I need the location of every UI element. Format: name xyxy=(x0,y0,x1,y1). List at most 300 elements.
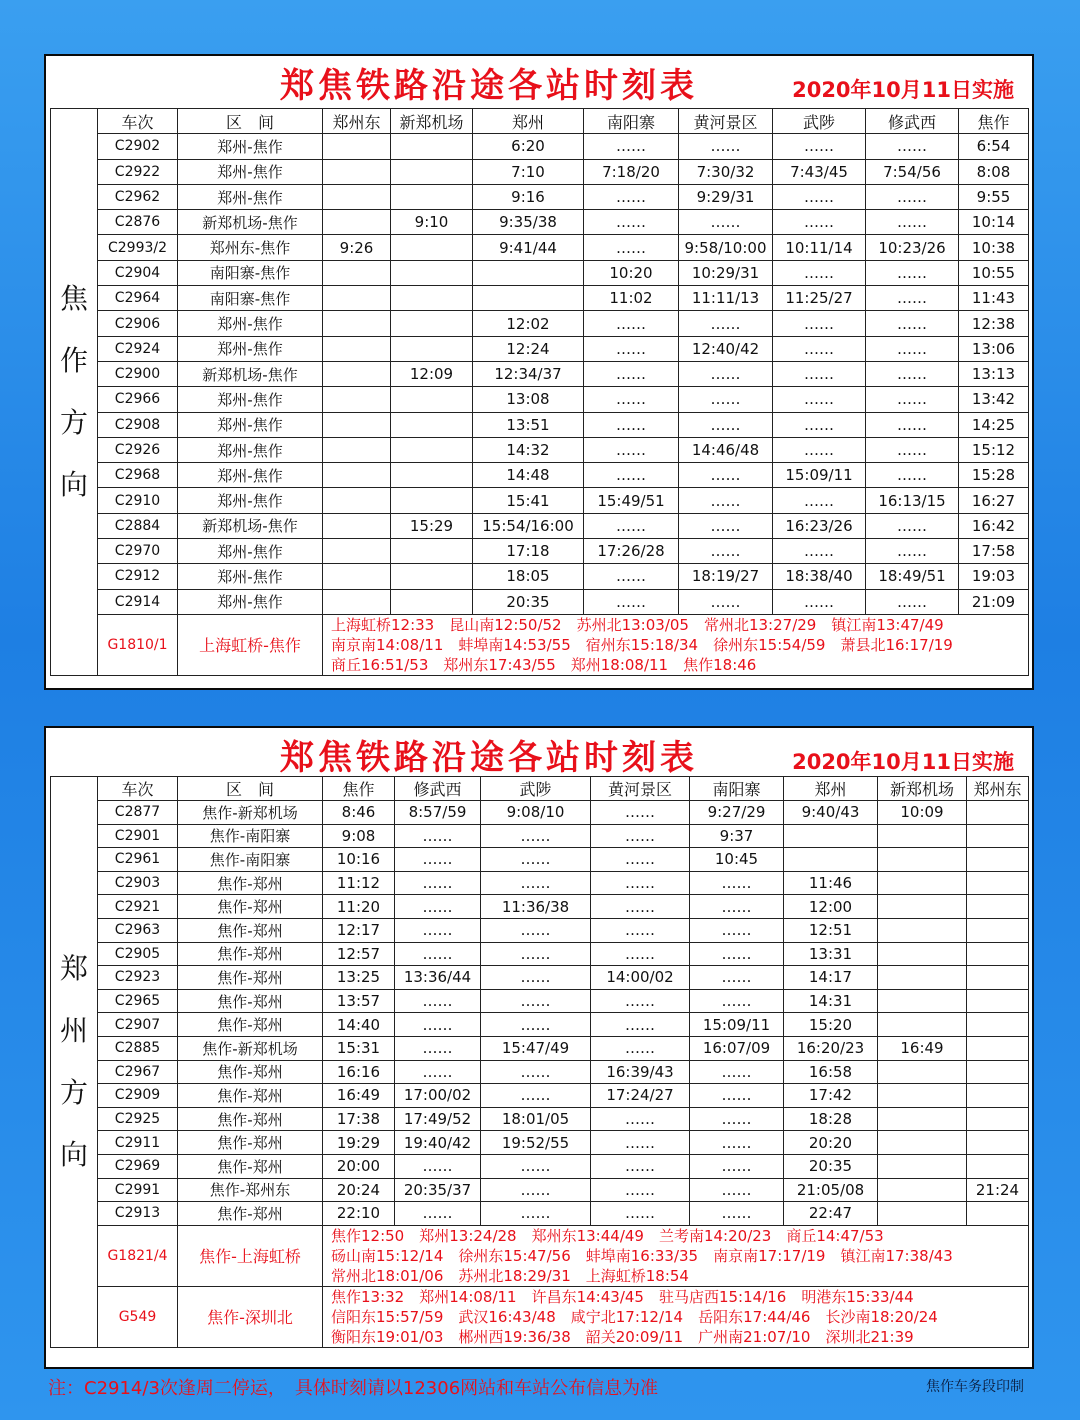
time-cell: 16:27 xyxy=(959,488,1029,513)
time-cell: …… xyxy=(395,1036,481,1060)
timetable-title: 郑焦铁路沿途各站时刻表 xyxy=(280,66,698,106)
time-cell: …… xyxy=(679,412,773,437)
route-cell: 焦作-南阳寨 xyxy=(178,848,323,872)
time-cell: …… xyxy=(584,437,679,462)
time-cell xyxy=(323,387,391,412)
time-cell xyxy=(878,1202,967,1226)
time-cell: 9:29/31 xyxy=(679,184,773,209)
time-cell: …… xyxy=(679,210,773,235)
time-cell xyxy=(391,286,473,311)
direction-label xyxy=(51,777,98,1348)
time-cell: …… xyxy=(584,564,679,589)
train-number: C2970 xyxy=(98,539,178,564)
time-cell: 13:13 xyxy=(959,361,1029,386)
time-cell xyxy=(878,966,967,990)
route-cell: 郑州-焦作 xyxy=(178,589,323,614)
time-cell: 15:49/51 xyxy=(584,488,679,513)
time-cell: …… xyxy=(591,1036,690,1060)
timetable-zhengzhou-direction xyxy=(50,776,1029,1348)
time-cell xyxy=(323,513,391,538)
time-cell: 6:20 xyxy=(473,134,584,159)
time-cell xyxy=(323,589,391,614)
header-station: 郑州 xyxy=(473,109,584,134)
time-cell xyxy=(878,918,967,942)
time-cell xyxy=(967,895,1029,919)
time-cell: 14:17 xyxy=(784,966,878,990)
route-cell: 焦作-郑州东 xyxy=(178,1178,323,1202)
header-station: 黄河景区 xyxy=(679,109,773,134)
route-cell: 南阳寨-焦作 xyxy=(178,260,323,285)
time-cell xyxy=(323,184,391,209)
time-cell: 16:13/15 xyxy=(866,488,959,513)
time-cell: 15:20 xyxy=(784,1013,878,1037)
time-cell: 13:31 xyxy=(784,942,878,966)
header-row xyxy=(51,109,1029,134)
table-row xyxy=(51,966,1029,990)
train-number: C2923 xyxy=(98,966,178,990)
time-cell: …… xyxy=(481,1178,591,1202)
time-cell: …… xyxy=(481,848,591,872)
time-cell: …… xyxy=(584,387,679,412)
time-cell: 20:00 xyxy=(323,1154,395,1178)
time-cell: 11:25/27 xyxy=(773,286,866,311)
train-number: C2877 xyxy=(98,801,178,825)
time-cell: 14:31 xyxy=(784,989,878,1013)
time-cell: 10:38 xyxy=(959,235,1029,260)
time-cell: …… xyxy=(690,966,784,990)
time-cell: 11:12 xyxy=(323,871,395,895)
timetable-panel-zhengzhou-direction xyxy=(44,726,1034,1369)
time-cell: 16:58 xyxy=(784,1060,878,1084)
header-station: 南阳寨 xyxy=(690,777,784,801)
time-cell xyxy=(391,589,473,614)
panel-header xyxy=(46,728,1032,778)
route-cell: 焦作-郑州 xyxy=(178,1131,323,1155)
time-cell xyxy=(323,210,391,235)
train-number: C2966 xyxy=(98,387,178,412)
time-cell xyxy=(391,159,473,184)
table-row xyxy=(51,1013,1029,1037)
time-cell: …… xyxy=(591,801,690,825)
time-cell: 17:18 xyxy=(473,539,584,564)
special-train-row xyxy=(51,1286,1029,1347)
train-number: C2967 xyxy=(98,1060,178,1084)
time-cell xyxy=(323,361,391,386)
time-cell: 15:54/16:00 xyxy=(473,513,584,538)
route-cell: 郑州-焦作 xyxy=(178,336,323,361)
time-cell: …… xyxy=(866,437,959,462)
time-cell xyxy=(878,1013,967,1037)
stop-list-line: 砀山南15:12/14 徐州东15:47/56 蚌埠南16:33/35 南京南17:17/19 镇江南17:38/43 xyxy=(331,1246,953,1265)
time-cell: …… xyxy=(481,918,591,942)
time-cell xyxy=(391,134,473,159)
time-cell: 11:11/13 xyxy=(679,286,773,311)
time-cell: 17:38 xyxy=(323,1107,395,1131)
time-cell: 12:51 xyxy=(784,918,878,942)
time-cell: 9:08/10 xyxy=(481,801,591,825)
time-cell xyxy=(878,895,967,919)
time-cell: 17:58 xyxy=(959,539,1029,564)
time-cell: 14:46/48 xyxy=(679,437,773,462)
stop-list-line: 南京南14:08/11 蚌埠南14:53/55 宿州东15:18/34 徐州东15:54/59 萧县北16:17/19 xyxy=(331,635,953,654)
time-cell: 11:02 xyxy=(584,286,679,311)
time-cell: …… xyxy=(591,1178,690,1202)
time-cell: 10:29/31 xyxy=(679,260,773,285)
time-cell xyxy=(967,848,1029,872)
time-cell: 12:57 xyxy=(323,942,395,966)
time-cell: 8:46 xyxy=(323,801,395,825)
time-cell: …… xyxy=(395,895,481,919)
time-cell: 7:18/20 xyxy=(584,159,679,184)
time-cell: 17:49/52 xyxy=(395,1107,481,1131)
time-cell: …… xyxy=(481,1154,591,1178)
train-number: C2965 xyxy=(98,989,178,1013)
time-cell: 9:10 xyxy=(391,210,473,235)
time-cell: 18:49/51 xyxy=(866,564,959,589)
route-cell: 郑州东-焦作 xyxy=(178,235,323,260)
route-cell: 郑州-焦作 xyxy=(178,488,323,513)
time-cell: 21:24 xyxy=(967,1178,1029,1202)
effective-date: 2020年10月11日实施 xyxy=(792,78,1014,102)
table-row xyxy=(51,437,1029,462)
time-cell: 22:47 xyxy=(784,1202,878,1226)
train-number: G549 xyxy=(98,1286,178,1347)
time-cell: 18:28 xyxy=(784,1107,878,1131)
timetable-panel-jiaozuo-direction xyxy=(44,54,1034,690)
time-cell: …… xyxy=(584,463,679,488)
time-cell: …… xyxy=(866,387,959,412)
time-cell: 17:24/27 xyxy=(591,1084,690,1108)
train-number: C2991 xyxy=(98,1178,178,1202)
time-cell: …… xyxy=(584,235,679,260)
time-cell: 12:38 xyxy=(959,311,1029,336)
time-cell: …… xyxy=(481,1013,591,1037)
time-cell xyxy=(967,871,1029,895)
time-cell xyxy=(878,1178,967,1202)
time-cell xyxy=(473,286,584,311)
train-number: C2912 xyxy=(98,564,178,589)
header-station: 南阳寨 xyxy=(584,109,679,134)
table-row xyxy=(51,1036,1029,1060)
train-number: C2876 xyxy=(98,210,178,235)
train-number: C2925 xyxy=(98,1107,178,1131)
route-cell: 焦作-郑州 xyxy=(178,1084,323,1108)
time-cell xyxy=(323,437,391,462)
table-row xyxy=(51,159,1029,184)
time-cell: …… xyxy=(591,918,690,942)
stop-list-line: 常州北18:01/06 苏州北18:29/31 上海虹桥18:54 xyxy=(331,1266,689,1285)
route-cell: 焦作-郑州 xyxy=(178,895,323,919)
time-cell: 7:10 xyxy=(473,159,584,184)
time-cell: …… xyxy=(591,989,690,1013)
time-cell: 9:27/29 xyxy=(690,801,784,825)
time-cell: …… xyxy=(690,895,784,919)
time-cell: …… xyxy=(679,387,773,412)
direction-char: 向 xyxy=(59,1137,88,1171)
time-cell: 10:55 xyxy=(959,260,1029,285)
time-cell: …… xyxy=(395,1154,481,1178)
effective-date: 2020年10月11日实施 xyxy=(792,750,1014,774)
train-number: C2906 xyxy=(98,311,178,336)
table-row xyxy=(51,260,1029,285)
time-cell: 12:24 xyxy=(473,336,584,361)
time-cell: 16:42 xyxy=(959,513,1029,538)
train-number: C2961 xyxy=(98,848,178,872)
time-cell: 17:00/02 xyxy=(395,1084,481,1108)
time-cell: 13:42 xyxy=(959,387,1029,412)
time-cell: …… xyxy=(690,1084,784,1108)
time-cell: 18:38/40 xyxy=(773,564,866,589)
printer-credit: 焦作车务段印制 xyxy=(926,1379,1024,1395)
time-cell xyxy=(967,1013,1029,1037)
time-cell: …… xyxy=(395,848,481,872)
route-cell: 焦作-深圳北 xyxy=(178,1286,323,1347)
time-cell: …… xyxy=(395,1013,481,1037)
time-cell: 18:19/27 xyxy=(679,564,773,589)
time-cell: …… xyxy=(773,412,866,437)
time-cell: …… xyxy=(395,824,481,848)
time-cell: …… xyxy=(481,1060,591,1084)
time-cell xyxy=(878,1107,967,1131)
time-cell: …… xyxy=(584,361,679,386)
time-cell: …… xyxy=(584,134,679,159)
header-row xyxy=(51,777,1029,801)
time-cell: …… xyxy=(690,1107,784,1131)
time-cell: …… xyxy=(584,336,679,361)
train-number: G1810/1 xyxy=(98,614,178,675)
time-cell: …… xyxy=(773,437,866,462)
time-cell: 12:00 xyxy=(784,895,878,919)
table-row xyxy=(51,1107,1029,1131)
time-cell: 18:01/05 xyxy=(481,1107,591,1131)
time-cell: …… xyxy=(481,942,591,966)
time-cell xyxy=(391,488,473,513)
route-cell: 焦作-郑州 xyxy=(178,1154,323,1178)
time-cell: 16:23/26 xyxy=(773,513,866,538)
time-cell: 15:41 xyxy=(473,488,584,513)
time-cell xyxy=(878,1060,967,1084)
table-row xyxy=(51,895,1029,919)
time-cell: …… xyxy=(591,895,690,919)
table-row xyxy=(51,184,1029,209)
table-row xyxy=(51,134,1029,159)
time-cell: 12:09 xyxy=(391,361,473,386)
time-cell: 21:09 xyxy=(959,589,1029,614)
time-cell: 15:31 xyxy=(323,1036,395,1060)
table-row xyxy=(51,1154,1029,1178)
time-cell xyxy=(967,1060,1029,1084)
time-cell xyxy=(323,286,391,311)
stop-list-line: 商丘16:51/53 郑州东17:43/55 郑州18:08/11 焦作18:46 xyxy=(331,655,757,674)
time-cell: …… xyxy=(591,1107,690,1131)
time-cell: 11:36/38 xyxy=(481,895,591,919)
time-cell: …… xyxy=(481,1084,591,1108)
stop-list-line: 衡阳东19:01/03 郴州西19:36/38 韶关20:09/11 广州南21:07/10 深圳北21:39 xyxy=(331,1327,914,1346)
time-cell: 20:35/37 xyxy=(395,1178,481,1202)
table-row xyxy=(51,1202,1029,1226)
route-cell: 焦作-郑州 xyxy=(178,1107,323,1131)
table-row xyxy=(51,589,1029,614)
train-number: C2993/2 xyxy=(98,235,178,260)
time-cell xyxy=(323,463,391,488)
time-cell: …… xyxy=(584,210,679,235)
time-cell: …… xyxy=(866,539,959,564)
table-row xyxy=(51,463,1029,488)
route-cell: 上海虹桥-焦作 xyxy=(178,614,323,675)
time-cell xyxy=(967,1084,1029,1108)
time-cell: …… xyxy=(866,412,959,437)
header-route: 区 间 xyxy=(178,777,323,801)
stop-list-line: 焦作12:50 郑州13:24/28 郑州东13:44/49 兰考南14:20/23 商丘14:47/53 xyxy=(331,1226,884,1245)
time-cell: 19:03 xyxy=(959,564,1029,589)
stop-list xyxy=(323,1225,1029,1286)
time-cell: …… xyxy=(773,311,866,336)
special-train-row xyxy=(51,614,1029,675)
stop-list-line: 上海虹桥12:33 昆山南12:50/52 苏州北13:03/05 常州北13:27/29 镇江南13:47/49 xyxy=(331,615,944,634)
time-cell: …… xyxy=(591,1154,690,1178)
time-cell: 15:09/11 xyxy=(690,1013,784,1037)
header-station: 郑州东 xyxy=(967,777,1029,801)
header-station: 郑州东 xyxy=(323,109,391,134)
train-number: C2905 xyxy=(98,942,178,966)
time-cell: …… xyxy=(679,589,773,614)
route-cell: 郑州-焦作 xyxy=(178,412,323,437)
time-cell: …… xyxy=(866,134,959,159)
time-cell xyxy=(323,564,391,589)
route-cell: 郑州-焦作 xyxy=(178,564,323,589)
route-cell: 郑州-焦作 xyxy=(178,463,323,488)
time-cell xyxy=(391,184,473,209)
time-cell xyxy=(967,1202,1029,1226)
time-cell: 9:40/43 xyxy=(784,801,878,825)
time-cell xyxy=(391,311,473,336)
time-cell: …… xyxy=(395,871,481,895)
time-cell: 10:09 xyxy=(878,801,967,825)
time-cell: …… xyxy=(481,871,591,895)
train-number: C2903 xyxy=(98,871,178,895)
train-number: C2914 xyxy=(98,589,178,614)
time-cell xyxy=(967,966,1029,990)
train-number: C2922 xyxy=(98,159,178,184)
time-cell: 20:20 xyxy=(784,1131,878,1155)
route-cell: 郑州-焦作 xyxy=(178,437,323,462)
time-cell xyxy=(391,539,473,564)
header-train-no: 车次 xyxy=(98,109,178,134)
time-cell: …… xyxy=(773,589,866,614)
time-cell xyxy=(878,942,967,966)
time-cell xyxy=(323,311,391,336)
time-cell: …… xyxy=(591,1131,690,1155)
time-cell: …… xyxy=(591,824,690,848)
header-station: 武陟 xyxy=(773,109,866,134)
table-row xyxy=(51,1060,1029,1084)
time-cell: 14:32 xyxy=(473,437,584,462)
time-cell: 11:20 xyxy=(323,895,395,919)
route-cell: 新郑机场-焦作 xyxy=(178,361,323,386)
time-cell: 10:14 xyxy=(959,210,1029,235)
train-number: C2901 xyxy=(98,824,178,848)
train-number: C2907 xyxy=(98,1013,178,1037)
time-cell xyxy=(323,159,391,184)
train-number: C2900 xyxy=(98,361,178,386)
table-row xyxy=(51,801,1029,825)
time-cell: 17:26/28 xyxy=(584,539,679,564)
route-cell: 郑州-焦作 xyxy=(178,387,323,412)
direction-char: 方 xyxy=(59,1075,88,1109)
time-cell: 10:20 xyxy=(584,260,679,285)
time-cell: 16:49 xyxy=(323,1084,395,1108)
time-cell xyxy=(967,1131,1029,1155)
stop-list-line: 信阳东15:57/59 武汉16:43/48 咸宁北17:12/14 岳阳东17:44/46 长沙南18:20/24 xyxy=(331,1307,938,1326)
time-cell: 15:12 xyxy=(959,437,1029,462)
timetable-jiaozuo-direction xyxy=(50,108,1029,676)
time-cell: …… xyxy=(395,989,481,1013)
time-cell xyxy=(391,260,473,285)
table-row xyxy=(51,871,1029,895)
time-cell: …… xyxy=(584,184,679,209)
table-row xyxy=(51,210,1029,235)
time-cell xyxy=(967,1107,1029,1131)
time-cell xyxy=(473,260,584,285)
header-station: 新郑机场 xyxy=(878,777,967,801)
time-cell xyxy=(967,942,1029,966)
time-cell: 11:46 xyxy=(784,871,878,895)
time-cell: …… xyxy=(866,463,959,488)
time-cell: 7:43/45 xyxy=(773,159,866,184)
time-cell: …… xyxy=(866,513,959,538)
time-cell xyxy=(323,412,391,437)
time-cell: …… xyxy=(773,539,866,564)
route-cell: 焦作-新郑机场 xyxy=(178,801,323,825)
header-station: 郑州 xyxy=(784,777,878,801)
time-cell: …… xyxy=(591,848,690,872)
time-cell: 16:20/23 xyxy=(784,1036,878,1060)
time-cell: …… xyxy=(773,210,866,235)
direction-char: 作 xyxy=(59,343,88,377)
time-cell xyxy=(878,1154,967,1178)
route-cell: 焦作-新郑机场 xyxy=(178,1036,323,1060)
table-row xyxy=(51,286,1029,311)
route-cell: 焦作-郑州 xyxy=(178,942,323,966)
train-number: C2924 xyxy=(98,336,178,361)
time-cell: …… xyxy=(690,1131,784,1155)
time-cell: 13:25 xyxy=(323,966,395,990)
time-cell: …… xyxy=(866,589,959,614)
time-cell xyxy=(323,539,391,564)
time-cell xyxy=(391,235,473,260)
header-station: 武陟 xyxy=(481,777,591,801)
timetable-title: 郑焦铁路沿途各站时刻表 xyxy=(280,738,698,778)
train-number: C2962 xyxy=(98,184,178,209)
time-cell: …… xyxy=(481,824,591,848)
panel-header xyxy=(46,56,1032,106)
time-cell: …… xyxy=(584,513,679,538)
route-cell: 焦作-郑州 xyxy=(178,871,323,895)
time-cell: 12:40/42 xyxy=(679,336,773,361)
time-cell xyxy=(878,871,967,895)
table-row xyxy=(51,1178,1029,1202)
route-cell: 焦作-上海虹桥 xyxy=(178,1225,323,1286)
train-number: C2921 xyxy=(98,895,178,919)
time-cell xyxy=(878,1084,967,1108)
direction-char: 向 xyxy=(59,467,88,501)
time-cell: …… xyxy=(481,989,591,1013)
time-cell: …… xyxy=(690,1060,784,1084)
time-cell: 13:51 xyxy=(473,412,584,437)
train-number: C2885 xyxy=(98,1036,178,1060)
route-cell: 郑州-焦作 xyxy=(178,134,323,159)
time-cell: …… xyxy=(395,1202,481,1226)
